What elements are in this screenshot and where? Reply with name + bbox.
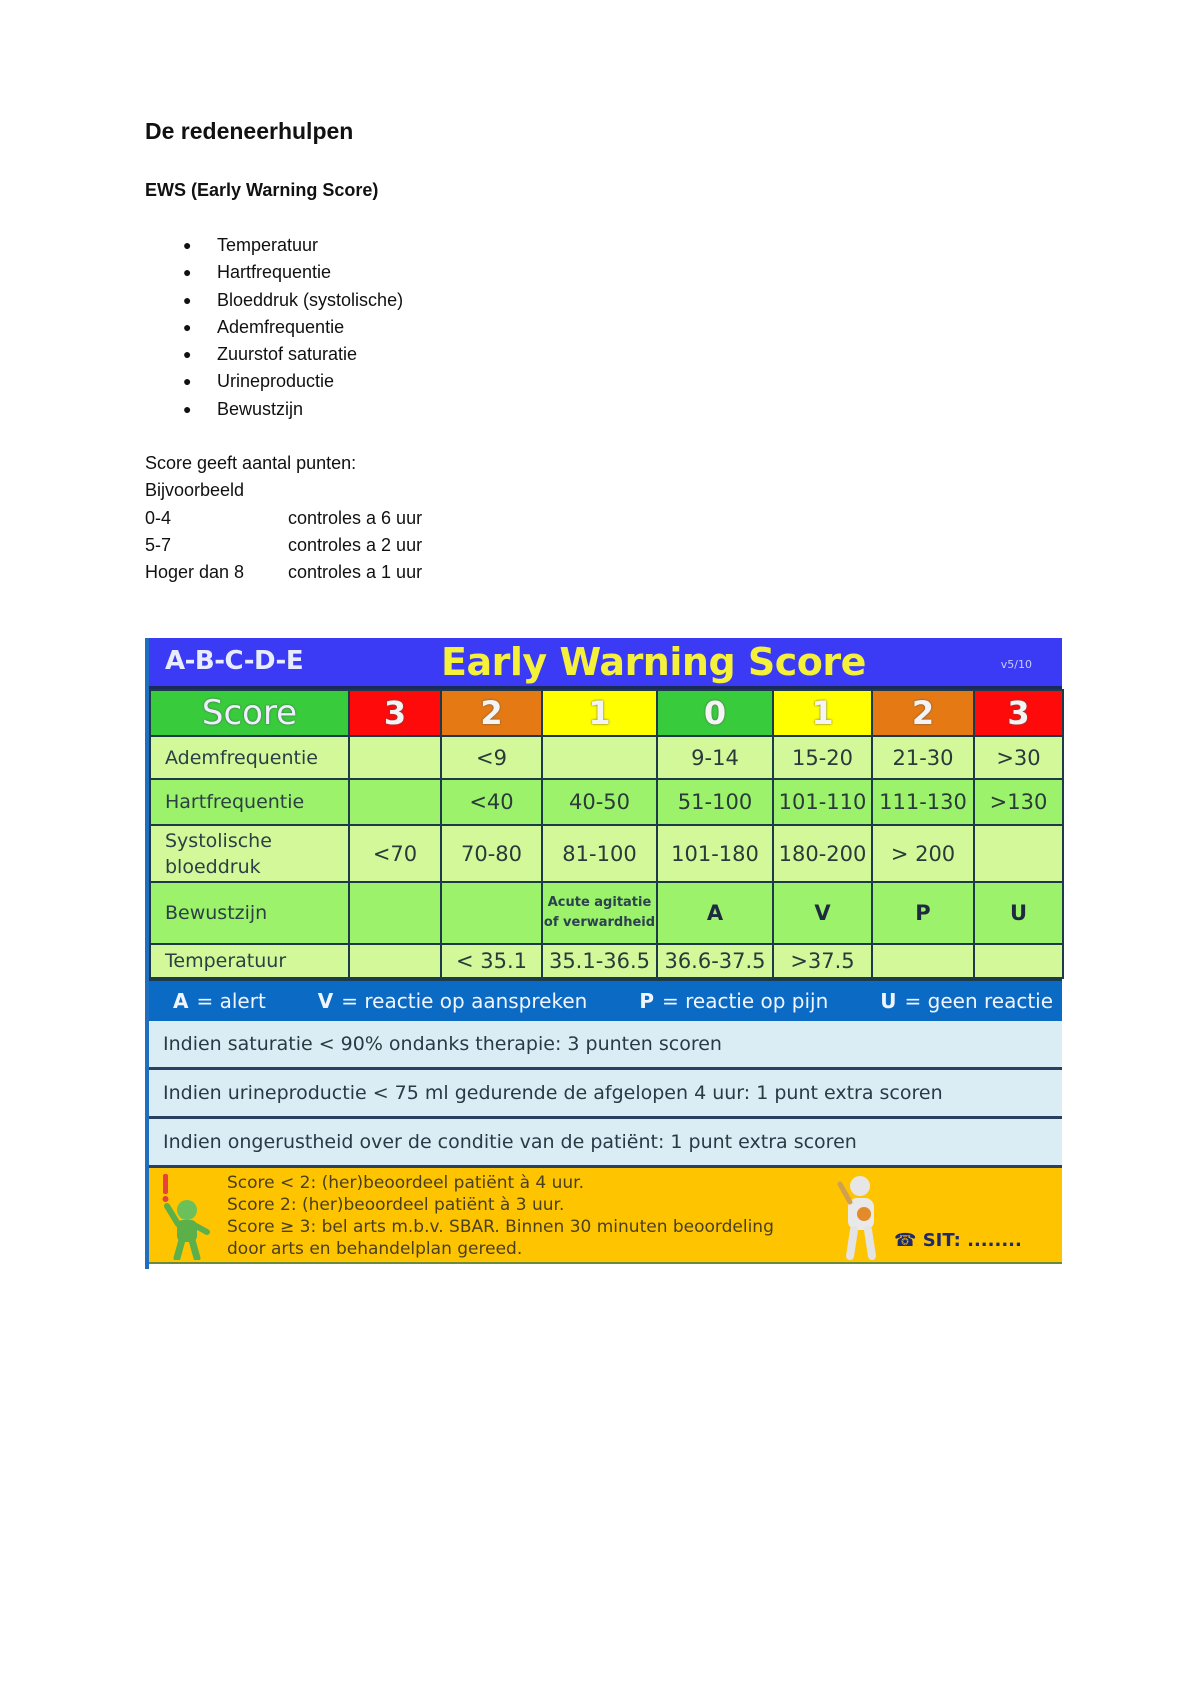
table-cell: >130 <box>974 779 1063 825</box>
table-cell: 15-20 <box>773 736 872 779</box>
row-label: Ademfrequentie <box>150 736 349 779</box>
score-range: Hoger dan 8 <box>145 562 245 583</box>
table-cell <box>974 825 1063 882</box>
score-row <box>145 559 422 586</box>
table-cell: >30 <box>974 736 1063 779</box>
action-line: door arts en behandelplan gereed. <box>227 1239 523 1259</box>
legend-text: = reactie op pijn <box>661 989 829 1013</box>
version-label: v5/10 <box>1000 658 1032 671</box>
list-item-text: Ademfrequentie <box>217 316 345 337</box>
table-cell: 21-30 <box>872 736 974 779</box>
table-cell: 9-14 <box>657 736 773 779</box>
table-cell <box>974 944 1063 978</box>
table-cell: 111-130 <box>872 779 974 825</box>
action-line: Score ≥ 3: bel arts m.b.v. SBAR. Binnen 30 minuten beoordeling <box>227 1217 774 1237</box>
action-line: Score 2: (her)beoordeel patiënt à 3 uur. <box>227 1195 565 1215</box>
table-row <box>150 882 1063 944</box>
score-header-label: Score <box>150 690 349 736</box>
bullet-icon: ● <box>183 373 192 390</box>
list-item-text: Urineproductie <box>217 371 335 392</box>
section-title: EWS (Early Warning Score) <box>145 180 379 200</box>
list-item <box>145 232 403 259</box>
bullet-icon: ● <box>183 237 192 253</box>
table-cell: 51-100 <box>657 779 773 825</box>
legend-key: V <box>317 989 334 1013</box>
list-item <box>145 368 403 395</box>
example-label: Bijvoorbeeld <box>145 480 245 501</box>
legend-text: = geen reactie <box>904 989 1054 1013</box>
ews-header <box>149 638 1062 689</box>
legend-key: P <box>639 989 654 1013</box>
warning-figure-icon <box>159 1172 217 1260</box>
phone-icon: ☎ <box>894 1230 917 1251</box>
list-item-text: Hartfrequentie <box>217 262 332 283</box>
table-row <box>150 825 1063 882</box>
table-cell: <40 <box>441 779 542 825</box>
parameter-list <box>145 232 403 423</box>
table-cell: 35.1-36.5 <box>542 944 657 978</box>
ews-title: Early Warning Score <box>441 640 866 684</box>
table-cell: 70-80 <box>441 825 542 882</box>
note-urine: Indien urineproductie < 75 ml gedurende de afgelopen 4 uur: 1 punt extra scoren <box>149 1070 1062 1119</box>
table-cell: 101-180 <box>657 825 773 882</box>
table-cell <box>542 736 657 779</box>
table-cell: 81-100 <box>542 825 657 882</box>
table-row <box>150 944 1063 978</box>
table-cell: <70 <box>349 825 441 882</box>
table-cell <box>349 944 441 978</box>
score-row <box>145 532 422 559</box>
score-range: 5-7 <box>145 534 172 555</box>
table-cell: 101-110 <box>773 779 872 825</box>
list-item <box>145 287 403 314</box>
legend-item <box>880 989 1053 1013</box>
score-intro: Score geeft aantal punten: <box>145 453 357 473</box>
score-col-header: 2 <box>441 690 542 736</box>
ews-chart-image <box>145 638 1062 1269</box>
score-header-row <box>150 690 1063 736</box>
legend-text: = reactie op aanspreken <box>341 989 588 1013</box>
list-item <box>145 259 403 286</box>
table-cell: U <box>974 882 1063 944</box>
action-lines <box>227 1172 774 1260</box>
page-title: De redeneerhulpen <box>145 118 354 144</box>
list-item <box>145 314 403 341</box>
table-cell: Acute agitatie of verwardheid <box>542 882 657 944</box>
table-cell: 180-200 <box>773 825 872 882</box>
phone-figure-icon <box>834 1172 892 1260</box>
score-col-header: 0 <box>657 690 773 736</box>
action-line: Score < 2: (her)beoordeel patiënt à 4 uur. <box>227 1173 584 1193</box>
sit-contact <box>894 1230 1022 1251</box>
table-cell: A <box>657 882 773 944</box>
row-label: Bewustzijn <box>150 882 349 944</box>
legend-text: = alert <box>196 989 266 1013</box>
table-cell: P <box>872 882 974 944</box>
table-cell: 36.6-37.5 <box>657 944 773 978</box>
list-item <box>145 396 403 423</box>
row-label: Hartfrequentie <box>150 779 349 825</box>
table-cell <box>349 882 441 944</box>
table-cell: < 35.1 <box>441 944 542 978</box>
score-col-header: 3 <box>349 690 441 736</box>
bullet-icon: ● <box>183 264 192 281</box>
table-cell <box>349 779 441 825</box>
row-label: Temperatuur <box>150 944 349 978</box>
note-saturation: Indien saturatie < 90% ondanks therapie: 3 punten scoren <box>149 1021 1062 1070</box>
list-item-text: Bloeddruk (systolische) <box>217 289 404 310</box>
table-cell: V <box>773 882 872 944</box>
score-action: controles a 6 uur <box>288 507 423 528</box>
table-row <box>150 736 1063 779</box>
ews-table <box>149 689 1064 979</box>
avpu-legend <box>149 979 1062 1021</box>
note-concern: Indien ongerustheid over de conditie van de patiënt: 1 punt extra scoren <box>149 1119 1062 1168</box>
score-action: controles a 1 uur <box>288 562 423 583</box>
score-col-header: 1 <box>773 690 872 736</box>
score-action: controles a 2 uur <box>288 534 423 555</box>
list-item-text: Temperatuur <box>217 235 319 255</box>
table-cell <box>441 882 542 944</box>
table-cell: <9 <box>441 736 542 779</box>
legend-item <box>318 989 588 1013</box>
abcde-label: A-B-C-D-E <box>165 646 304 676</box>
legend-key: A <box>173 989 189 1013</box>
score-range: 0-4 <box>145 507 172 528</box>
score-row <box>145 505 422 532</box>
score-col-header: 1 <box>542 690 657 736</box>
list-item-text: Bewustzijn <box>217 398 304 419</box>
table-cell: > 200 <box>872 825 974 882</box>
table-cell: >37.5 <box>773 944 872 978</box>
table-cell <box>872 944 974 978</box>
bullet-icon: ● <box>183 400 192 417</box>
row-label: Systolische bloeddruk <box>150 825 349 882</box>
table-cell: 40-50 <box>542 779 657 825</box>
action-panel <box>149 1168 1062 1264</box>
bullet-icon: ● <box>183 318 192 335</box>
table-cell <box>349 736 441 779</box>
legend-key: U <box>880 989 897 1013</box>
legend-item <box>639 989 828 1013</box>
score-col-header: 3 <box>974 690 1063 736</box>
bullet-icon: ● <box>183 346 192 363</box>
sit-label: SIT: ........ <box>922 1230 1022 1251</box>
score-explanation <box>145 450 422 586</box>
list-item-text: Zuurstof saturatie <box>217 344 358 365</box>
bullet-icon: ● <box>183 291 192 308</box>
list-item <box>145 341 403 368</box>
table-row <box>150 779 1063 825</box>
score-col-header: 2 <box>872 690 974 736</box>
legend-item <box>173 989 266 1013</box>
